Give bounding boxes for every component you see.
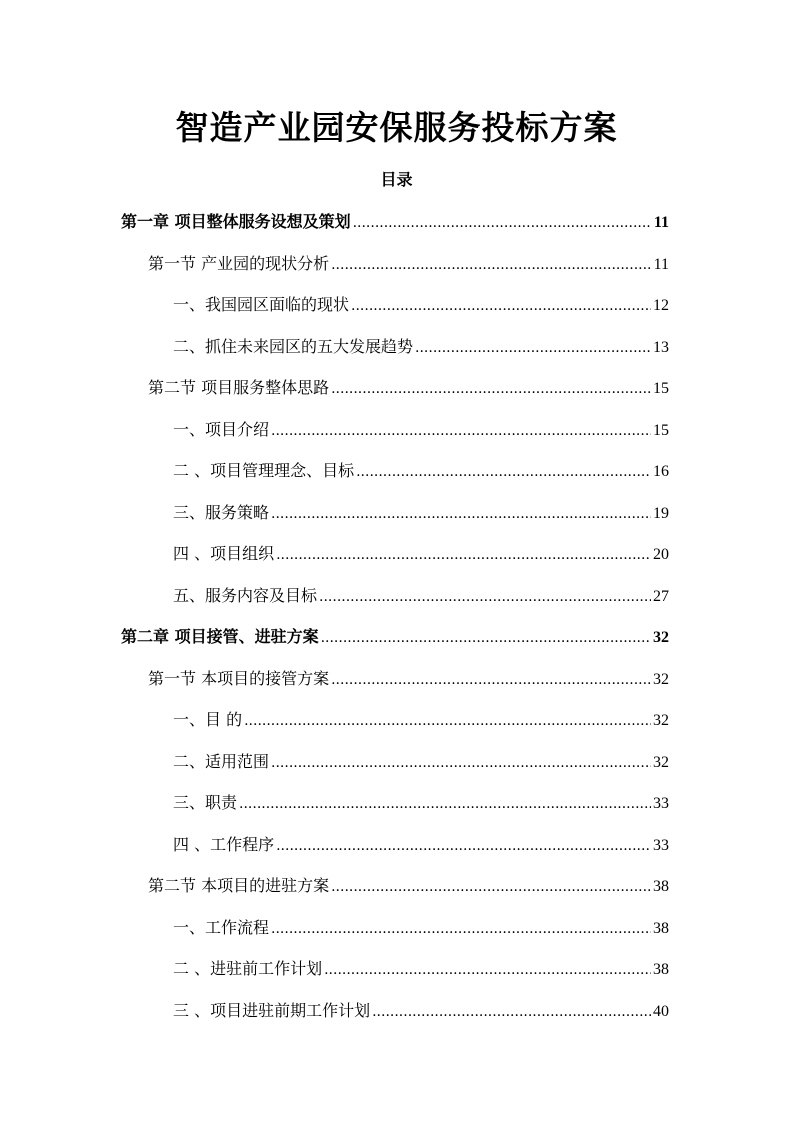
toc-entry-page: 33 bbox=[653, 795, 669, 812]
toc-heading: 目录 bbox=[380, 170, 413, 189]
toc-dot-leader bbox=[324, 956, 651, 984]
toc-dot-leader bbox=[244, 707, 651, 735]
toc-entry-page: 38 bbox=[653, 878, 669, 895]
toc-entry-label: 第二节 本项目的进驻方案 bbox=[148, 876, 330, 895]
toc-entry[interactable] bbox=[173, 997, 669, 1025]
toc-dot-leader bbox=[239, 790, 651, 818]
toc-entry-page: 19 bbox=[653, 505, 669, 522]
toc-dot-leader bbox=[271, 500, 651, 528]
toc-dot-leader bbox=[321, 624, 651, 652]
toc-entry-page: 15 bbox=[653, 422, 669, 439]
toc-entry-page: 11 bbox=[653, 256, 669, 273]
toc-dot-leader bbox=[331, 375, 651, 403]
toc-entry[interactable] bbox=[173, 582, 669, 610]
toc-entry-label: 五、服务内容及目标 bbox=[173, 586, 318, 605]
toc-entry-label: 第一章 项目整体服务设想及策划 bbox=[121, 212, 351, 231]
toc-entry[interactable] bbox=[173, 416, 669, 444]
toc-entry-page: 32 bbox=[653, 712, 669, 729]
toc-entry-label: 三、职责 bbox=[173, 793, 238, 812]
toc-dot-leader bbox=[351, 292, 651, 320]
toc-dot-leader bbox=[331, 666, 651, 694]
toc-entry-page: 13 bbox=[653, 339, 669, 356]
toc-entry[interactable] bbox=[173, 789, 669, 817]
toc-entry[interactable] bbox=[173, 499, 669, 527]
toc-entry-page: 38 bbox=[653, 920, 669, 937]
toc-entry-page: 38 bbox=[653, 961, 669, 978]
toc-entry-label: 二、适用范围 bbox=[173, 752, 270, 771]
toc-entry[interactable] bbox=[173, 540, 669, 568]
toc-entry[interactable] bbox=[173, 291, 669, 319]
toc-entry-label: 第二节 项目服务整体思路 bbox=[148, 378, 330, 397]
toc-dot-leader bbox=[276, 832, 651, 860]
toc-dot-leader bbox=[271, 417, 651, 445]
toc-dot-leader bbox=[353, 209, 652, 237]
toc-entry-page: 27 bbox=[653, 588, 669, 605]
toc-entry-page: 11 bbox=[653, 214, 669, 231]
toc-dot-leader bbox=[276, 541, 651, 569]
toc-dot-leader bbox=[271, 915, 651, 943]
toc-entry-page: 20 bbox=[653, 546, 669, 563]
toc-entry[interactable] bbox=[148, 374, 669, 402]
toc-entry-label: 一、我国园区面临的现状 bbox=[173, 295, 350, 314]
toc-entry[interactable] bbox=[173, 333, 669, 361]
toc-entry-label: 第一节 本项目的接管方案 bbox=[148, 669, 330, 688]
toc-entry-page: 33 bbox=[653, 837, 669, 854]
toc-entry-page: 32 bbox=[653, 671, 669, 688]
toc-entry-page: 15 bbox=[653, 380, 669, 397]
toc-entry-page: 40 bbox=[653, 1003, 669, 1020]
toc-dot-leader bbox=[331, 251, 652, 279]
toc-entry-label: 二 、进驻前工作计划 bbox=[173, 959, 323, 978]
toc-entry-label: 一、项目介绍 bbox=[173, 420, 270, 439]
toc-entry[interactable] bbox=[173, 831, 669, 859]
toc-entry-label: 一、目 的 bbox=[173, 710, 243, 729]
toc-entry-page: 32 bbox=[653, 629, 669, 646]
toc-dot-leader bbox=[372, 998, 651, 1026]
toc-entry-label: 第一节 产业园的现状分析 bbox=[148, 254, 330, 273]
toc-dot-leader bbox=[415, 334, 651, 362]
toc-dot-leader bbox=[331, 873, 651, 901]
toc-entry-page: 12 bbox=[653, 297, 669, 314]
toc-dot-leader bbox=[319, 583, 651, 611]
toc-entry[interactable] bbox=[173, 955, 669, 983]
toc-entry[interactable] bbox=[148, 250, 669, 278]
toc-entry-page: 16 bbox=[653, 463, 669, 480]
toc-dot-leader bbox=[356, 458, 651, 486]
toc-dot-leader bbox=[271, 749, 651, 777]
toc-entry[interactable] bbox=[148, 872, 669, 900]
toc-entry[interactable] bbox=[173, 748, 669, 776]
toc-entry[interactable] bbox=[173, 914, 669, 942]
toc-entry-label: 三、服务策略 bbox=[173, 503, 270, 522]
toc-entry-label: 三 、项目进驻前期工作计划 bbox=[173, 1001, 371, 1020]
toc-entry-label: 四 、项目组织 bbox=[173, 544, 275, 563]
toc-entry-label: 一、工作流程 bbox=[173, 918, 270, 937]
toc-entry[interactable] bbox=[121, 208, 669, 236]
toc-entry-label: 二、抓住未来园区的五大发展趋势 bbox=[173, 337, 414, 356]
toc-entry[interactable] bbox=[121, 623, 669, 651]
toc-entry[interactable] bbox=[173, 457, 669, 485]
toc-entry-page: 32 bbox=[653, 754, 669, 771]
toc-entry[interactable] bbox=[173, 706, 669, 734]
document-title: 智造产业园安保服务投标方案 bbox=[175, 108, 618, 147]
toc-entry-label: 第二章 项目接管、进驻方案 bbox=[121, 627, 319, 646]
toc-entry-label: 二 、项目管理理念、目标 bbox=[173, 461, 355, 480]
toc-entry[interactable] bbox=[148, 665, 669, 693]
toc-entry-label: 四 、工作程序 bbox=[173, 835, 275, 854]
